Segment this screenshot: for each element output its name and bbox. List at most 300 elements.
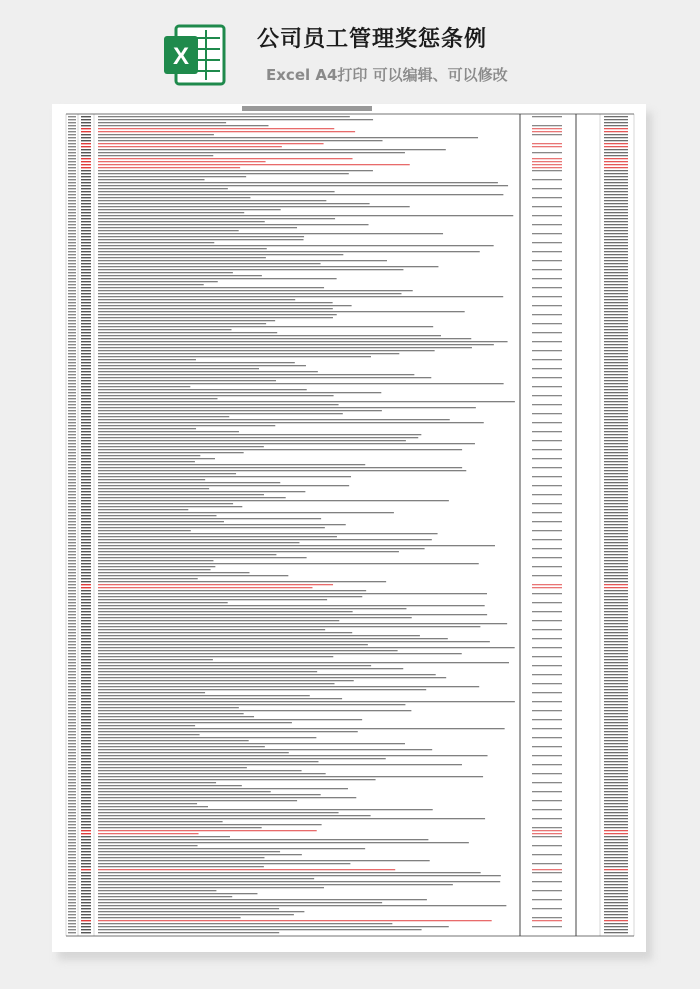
category-strokes: [81, 281, 91, 282]
amount-text-strokes: [604, 116, 628, 117]
penalty-text-strokes: [532, 125, 562, 126]
clause-text-strokes: [98, 680, 354, 681]
row-number-strokes: [68, 170, 76, 171]
amount-text-strokes: [604, 569, 628, 570]
clause-text-strokes: [98, 833, 199, 834]
clause-text-strokes: [98, 146, 282, 147]
category-strokes: [81, 359, 91, 360]
row-number-strokes: [68, 317, 76, 318]
row-number-strokes: [68, 374, 76, 375]
penalty-text-strokes: [532, 827, 562, 828]
row-number-strokes: [68, 500, 76, 501]
category-strokes: [81, 503, 91, 504]
penalty-text-strokes: [532, 167, 562, 168]
row-number-strokes: [68, 191, 76, 192]
category-strokes: [81, 785, 91, 786]
row-number-strokes: [68, 284, 76, 285]
row-number-strokes: [68, 827, 76, 828]
clause-text-strokes: [98, 413, 343, 414]
penalty-text-strokes: [532, 701, 562, 702]
amount-text-strokes: [604, 161, 628, 162]
amount-text-strokes: [604, 761, 628, 762]
category-strokes: [81, 656, 91, 657]
penalty-text-strokes: [532, 611, 562, 612]
row-number-strokes: [68, 143, 76, 144]
row-number-strokes: [68, 449, 76, 450]
amount-text-strokes: [604, 584, 628, 585]
penalty-text-strokes: [532, 791, 562, 792]
row-number-strokes: [68, 641, 76, 642]
category-strokes: [81, 611, 91, 612]
amount-text-strokes: [604, 227, 628, 228]
category-strokes: [81, 872, 91, 873]
row-number-strokes: [68, 248, 76, 249]
penalty-text-strokes: [532, 251, 562, 252]
category-strokes: [81, 716, 91, 717]
category-strokes: [81, 173, 91, 174]
amount-text-strokes: [604, 887, 628, 888]
clause-text-strokes: [98, 518, 321, 519]
amount-text-strokes: [604, 791, 628, 792]
row-number-strokes: [68, 116, 76, 117]
category-strokes: [81, 371, 91, 372]
row-number-strokes: [68, 389, 76, 390]
category-strokes: [81, 908, 91, 909]
category-strokes: [81, 713, 91, 714]
row-number-strokes: [68, 884, 76, 885]
clause-text-strokes: [98, 875, 501, 876]
row-number-strokes: [68, 707, 76, 708]
penalty-text-strokes: [532, 557, 562, 558]
amount-text-strokes: [604, 479, 628, 480]
category-strokes: [81, 407, 91, 408]
category-strokes: [81, 185, 91, 186]
amount-text-strokes: [604, 869, 628, 870]
category-strokes: [81, 245, 91, 246]
category-strokes: [81, 338, 91, 339]
category-strokes: [81, 455, 91, 456]
penalty-text-strokes: [532, 587, 562, 588]
clause-text-strokes: [98, 476, 351, 477]
category-strokes: [81, 923, 91, 924]
amount-text-strokes: [604, 518, 628, 519]
clause-text-strokes: [98, 368, 259, 369]
clause-text-strokes: [98, 761, 318, 762]
amount-text-strokes: [604, 386, 628, 387]
row-number-strokes: [68, 473, 76, 474]
amount-text-strokes: [604, 302, 628, 303]
row-number-strokes: [68, 311, 76, 312]
penalty-text-strokes: [532, 485, 562, 486]
row-number-strokes: [68, 731, 76, 732]
category-strokes: [81, 269, 91, 270]
clause-text-strokes: [98, 338, 471, 339]
penalty-text-strokes: [532, 146, 562, 147]
amount-text-strokes: [604, 317, 628, 318]
amount-text-strokes: [604, 224, 628, 225]
amount-text-strokes: [604, 152, 628, 153]
row-number-strokes: [68, 866, 76, 867]
penalty-text-strokes: [532, 683, 562, 684]
category-strokes: [81, 377, 91, 378]
amount-text-strokes: [604, 335, 628, 336]
row-number-strokes: [68, 668, 76, 669]
clause-text-strokes: [98, 377, 431, 378]
row-number-strokes: [68, 551, 76, 552]
clause-text-strokes: [98, 194, 503, 195]
clause-text-strokes: [98, 635, 420, 636]
row-number-strokes: [68, 227, 76, 228]
amount-text-strokes: [604, 338, 628, 339]
category-strokes: [81, 521, 91, 522]
row-number-strokes: [68, 494, 76, 495]
clause-text-strokes: [98, 713, 244, 714]
category-strokes: [81, 884, 91, 885]
row-number-strokes: [68, 854, 76, 855]
category-strokes: [81, 755, 91, 756]
amount-text-strokes: [604, 902, 628, 903]
clause-text-strokes: [98, 746, 265, 747]
row-number-strokes: [68, 515, 76, 516]
penalty-text-strokes: [532, 926, 562, 927]
amount-text-strokes: [604, 680, 628, 681]
penalty-text-strokes: [532, 908, 562, 909]
category-strokes: [81, 191, 91, 192]
row-number-strokes: [68, 383, 76, 384]
category-strokes: [81, 428, 91, 429]
amount-text-strokes: [604, 896, 628, 897]
category-strokes: [81, 605, 91, 606]
clause-text-strokes: [98, 206, 410, 207]
row-number-strokes: [68, 806, 76, 807]
amount-text-strokes: [604, 515, 628, 516]
row-number-strokes: [68, 308, 76, 309]
amount-text-strokes: [604, 500, 628, 501]
penalty-text-strokes: [532, 548, 562, 549]
category-strokes: [81, 533, 91, 534]
amount-text-strokes: [604, 398, 628, 399]
amount-text-strokes: [604, 305, 628, 306]
clause-text-strokes: [98, 131, 355, 132]
row-number-strokes: [68, 287, 76, 288]
clause-text-strokes: [98, 470, 466, 471]
amount-text-strokes: [604, 623, 628, 624]
clause-text-strokes: [98, 260, 387, 261]
amount-text-strokes: [604, 911, 628, 912]
penalty-text-strokes: [532, 920, 562, 921]
clause-text-strokes: [98, 731, 358, 732]
amount-text-strokes: [604, 125, 628, 126]
row-number-strokes: [68, 224, 76, 225]
category-strokes: [81, 461, 91, 462]
amount-text-strokes: [604, 380, 628, 381]
category-strokes: [81, 668, 91, 669]
row-number-strokes: [68, 206, 76, 207]
row-number-strokes: [68, 194, 76, 195]
penalty-text-strokes: [532, 638, 562, 639]
clause-text-strokes: [98, 386, 190, 387]
amount-text-strokes: [604, 812, 628, 813]
category-strokes: [81, 401, 91, 402]
row-number-strokes: [68, 467, 76, 468]
amount-text-strokes: [604, 512, 628, 513]
clause-text-strokes: [98, 296, 503, 297]
row-number-strokes: [68, 839, 76, 840]
row-number-strokes: [68, 215, 76, 216]
row-number-strokes: [68, 587, 76, 588]
clause-text-strokes: [98, 212, 244, 213]
row-number-strokes: [68, 569, 76, 570]
amount-text-strokes: [604, 425, 628, 426]
amount-text-strokes: [604, 503, 628, 504]
amount-text-strokes: [604, 413, 628, 414]
category-strokes: [81, 236, 91, 237]
category-strokes: [81, 119, 91, 120]
clause-text-strokes: [98, 905, 506, 906]
clause-text-strokes: [98, 662, 509, 663]
clause-text-strokes: [98, 887, 324, 888]
amount-text-strokes: [604, 629, 628, 630]
clause-text-strokes: [98, 227, 297, 228]
amount-text-strokes: [604, 401, 628, 402]
spreadsheet-thumbnail: [52, 104, 646, 952]
amount-text-strokes: [604, 695, 628, 696]
clause-text-strokes: [98, 785, 242, 786]
amount-text-strokes: [604, 746, 628, 747]
category-strokes: [81, 536, 91, 537]
penalty-text-strokes: [532, 128, 562, 129]
penalty-text-strokes: [532, 809, 562, 810]
row-number-strokes: [68, 479, 76, 480]
penalty-text-strokes: [532, 278, 562, 279]
clause-text-strokes: [98, 251, 480, 252]
amount-text-strokes: [604, 857, 628, 858]
clause-text-strokes: [98, 752, 289, 753]
category-strokes: [81, 329, 91, 330]
penalty-text-strokes: [532, 116, 562, 117]
row-number-strokes: [68, 782, 76, 783]
amount-text-strokes: [604, 866, 628, 867]
excel-icon-letter: X: [172, 43, 190, 70]
category-strokes: [81, 434, 91, 435]
category-strokes: [81, 590, 91, 591]
row-number-strokes: [68, 602, 76, 603]
amount-text-strokes: [604, 347, 628, 348]
clause-text-strokes: [98, 293, 401, 294]
row-number-strokes: [68, 161, 76, 162]
clause-text-strokes: [98, 497, 286, 498]
row-number-strokes: [68, 332, 76, 333]
amount-text-strokes: [604, 641, 628, 642]
category-strokes: [81, 272, 91, 273]
amount-text-strokes: [604, 437, 628, 438]
category-strokes: [81, 140, 91, 141]
row-number-strokes: [68, 725, 76, 726]
clause-text-strokes: [98, 758, 386, 759]
clause-text-strokes: [98, 491, 305, 492]
clause-text-strokes: [98, 755, 488, 756]
amount-text-strokes: [604, 299, 628, 300]
clause-text-strokes: [98, 812, 339, 813]
penalty-text-strokes: [532, 863, 562, 864]
amount-text-strokes: [604, 575, 628, 576]
category-strokes: [81, 824, 91, 825]
row-number-strokes: [68, 413, 76, 414]
clause-text-strokes: [98, 488, 209, 489]
amount-text-strokes: [604, 290, 628, 291]
clause-text-strokes: [98, 695, 310, 696]
clause-text-strokes: [98, 743, 405, 744]
amount-text-strokes: [604, 536, 628, 537]
row-number-strokes: [68, 752, 76, 753]
category-strokes: [81, 893, 91, 894]
category-strokes: [81, 641, 91, 642]
amount-text-strokes: [604, 467, 628, 468]
amount-text-strokes: [604, 602, 628, 603]
clause-text-strokes: [98, 770, 302, 771]
row-number-strokes: [68, 755, 76, 756]
amount-text-strokes: [604, 665, 628, 666]
row-number-strokes: [68, 812, 76, 813]
row-number-strokes: [68, 818, 76, 819]
category-strokes: [81, 926, 91, 927]
category-strokes: [81, 557, 91, 558]
category-strokes: [81, 626, 91, 627]
amount-text-strokes: [604, 158, 628, 159]
clause-text-strokes: [98, 533, 438, 534]
category-strokes: [81, 188, 91, 189]
row-number-strokes: [68, 869, 76, 870]
clause-text-strokes: [98, 878, 314, 879]
amount-text-strokes: [604, 167, 628, 168]
row-number-strokes: [68, 749, 76, 750]
row-number-strokes: [68, 260, 76, 261]
row-number-strokes: [68, 329, 76, 330]
category-strokes: [81, 575, 91, 576]
category-strokes: [81, 773, 91, 774]
category-strokes: [81, 443, 91, 444]
clause-text-strokes: [98, 257, 266, 258]
category-strokes: [81, 200, 91, 201]
category-strokes: [81, 116, 91, 117]
penalty-text-strokes: [532, 242, 562, 243]
penalty-text-strokes: [532, 152, 562, 153]
excel-icon: [162, 22, 228, 88]
amount-text-strokes: [604, 368, 628, 369]
amount-text-strokes: [604, 557, 628, 558]
category-strokes: [81, 473, 91, 474]
category-strokes: [81, 680, 91, 681]
penalty-text-strokes: [532, 233, 562, 234]
clause-text-strokes: [98, 248, 267, 249]
clause-text-strokes: [98, 128, 334, 129]
clause-text-strokes: [98, 920, 492, 921]
amount-text-strokes: [604, 845, 628, 846]
clause-text-strokes: [98, 185, 508, 186]
category-strokes: [81, 623, 91, 624]
clause-text-strokes: [98, 614, 487, 615]
clause-text-strokes: [98, 485, 349, 486]
category-strokes: [81, 416, 91, 417]
row-number-strokes: [68, 779, 76, 780]
category-strokes: [81, 560, 91, 561]
category-strokes: [81, 632, 91, 633]
clause-text-strokes: [98, 281, 218, 282]
clause-text-strokes: [98, 191, 335, 192]
category-strokes: [81, 356, 91, 357]
amount-text-strokes: [604, 737, 628, 738]
row-number-strokes: [68, 572, 76, 573]
row-number-strokes: [68, 617, 76, 618]
amount-text-strokes: [604, 326, 628, 327]
clause-text-strokes: [98, 242, 214, 243]
category-strokes: [81, 206, 91, 207]
row-number-strokes: [68, 488, 76, 489]
category-strokes: [81, 602, 91, 603]
clause-text-strokes: [98, 380, 276, 381]
penalty-text-strokes: [532, 368, 562, 369]
row-number-strokes: [68, 809, 76, 810]
clause-text-strokes: [98, 215, 513, 216]
category-strokes: [81, 629, 91, 630]
row-number-strokes: [68, 356, 76, 357]
category-strokes: [81, 278, 91, 279]
amount-text-strokes: [604, 128, 628, 129]
penalty-text-strokes: [532, 539, 562, 540]
amount-text-strokes: [604, 587, 628, 588]
category-strokes: [81, 671, 91, 672]
clause-text-strokes: [98, 827, 262, 828]
row-number-strokes: [68, 482, 76, 483]
clause-text-strokes: [98, 572, 249, 573]
amount-text-strokes: [604, 776, 628, 777]
category-strokes: [81, 914, 91, 915]
clause-text-strokes: [98, 446, 264, 447]
amount-text-strokes: [604, 923, 628, 924]
clause-text-strokes: [98, 182, 498, 183]
document-subtitle: Excel A4打印 可以编辑、可以修改: [266, 66, 508, 84]
row-number-strokes: [68, 626, 76, 627]
category-strokes: [81, 260, 91, 261]
document-title: 公司员工管理奖惩条例: [257, 27, 488, 52]
amount-text-strokes: [604, 917, 628, 918]
amount-text-strokes: [604, 239, 628, 240]
category-strokes: [81, 728, 91, 729]
category-strokes: [81, 905, 91, 906]
clause-text-strokes: [98, 134, 214, 135]
amount-text-strokes: [604, 266, 628, 267]
clause-text-strokes: [98, 119, 373, 120]
clause-text-strokes: [98, 458, 215, 459]
penalty-text-strokes: [532, 773, 562, 774]
amount-text-strokes: [604, 179, 628, 180]
category-strokes: [81, 395, 91, 396]
amount-text-strokes: [604, 416, 628, 417]
row-number-strokes: [68, 368, 76, 369]
category-strokes: [81, 845, 91, 846]
clause-text-strokes: [98, 164, 410, 165]
penalty-text-strokes: [532, 170, 562, 171]
amount-text-strokes: [604, 149, 628, 150]
amount-text-strokes: [604, 488, 628, 489]
clause-text-strokes: [98, 530, 191, 531]
row-number-strokes: [68, 773, 76, 774]
category-strokes: [81, 440, 91, 441]
row-number-strokes: [68, 758, 76, 759]
row-number-strokes: [68, 281, 76, 282]
penalty-text-strokes: [532, 800, 562, 801]
row-number-strokes: [68, 353, 76, 354]
